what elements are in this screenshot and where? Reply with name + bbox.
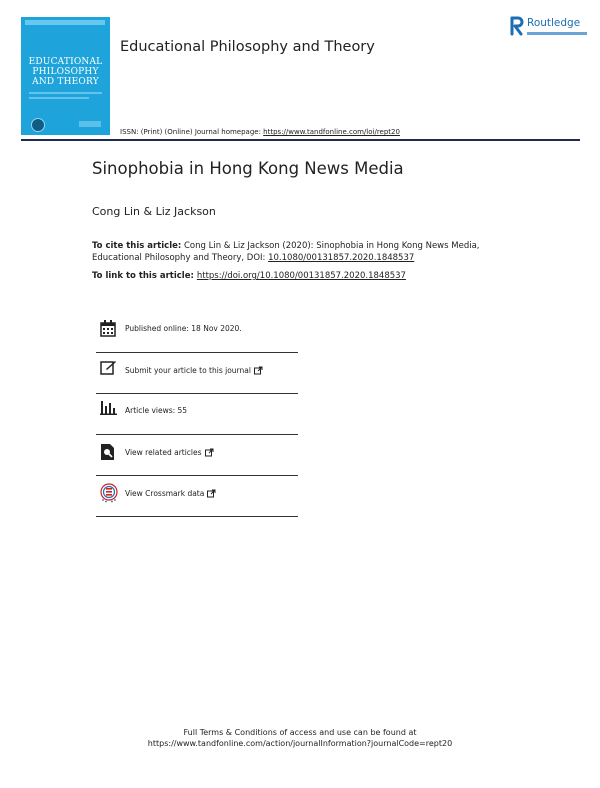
- issn-line: [120, 128, 400, 136]
- footer-terms-url[interactable]: https://www.tandfonline.com/action/journalInformation?journalCode=rept20: [147, 739, 453, 748]
- journal-title: Educational Philosophy and Theory: [120, 39, 375, 55]
- submit-article-row[interactable]: [96, 360, 298, 380]
- doi-link[interactable]: 10.1080/00131857.2020.1848537: [268, 253, 415, 263]
- journal-cover-image: [21, 17, 110, 135]
- article-views-count: Article views: 55: [125, 406, 188, 415]
- related-articles-link[interactable]: [125, 448, 214, 457]
- citation-block: [92, 240, 522, 264]
- issn-text: ISSN: (Print) (Online) Journal homepage:: [120, 128, 264, 136]
- cover-title: [21, 57, 110, 87]
- crossmark-label: View Crossmark data: [125, 489, 205, 498]
- routledge-logo: [510, 16, 590, 40]
- external-link-icon: [205, 448, 214, 457]
- footer-terms: [0, 727, 600, 749]
- external-link-icon: [207, 489, 216, 498]
- crossmark-icon: [100, 483, 118, 503]
- article-title: Sinophobia in Hong Kong News Media: [92, 159, 404, 178]
- document-search-icon: [100, 443, 116, 461]
- edit-document-icon: [100, 360, 117, 375]
- meta-divider: [96, 393, 298, 394]
- footer-terms-text: Full Terms & Conditions of access and use can be found at: [183, 728, 417, 737]
- related-articles-label: View related articles: [125, 448, 202, 457]
- crossmark-row[interactable]: [96, 483, 298, 505]
- cite-label: To cite this article:: [92, 241, 182, 251]
- header-rule: [21, 139, 580, 141]
- article-link-block: [92, 271, 406, 281]
- cover-decoration-line: [29, 92, 102, 94]
- related-articles-row[interactable]: [96, 443, 298, 463]
- routledge-r-icon: [510, 16, 524, 36]
- publisher-tagline-bar: [527, 32, 587, 35]
- link-label: To link to this article:: [92, 271, 197, 281]
- submit-article-label: Submit your article to this journal: [125, 366, 251, 375]
- meta-divider: [96, 352, 298, 353]
- bar-chart-icon: [100, 401, 117, 415]
- cover-decoration-line: [29, 97, 89, 99]
- journal-homepage-link[interactable]: https://www.tandfonline.com/loi/rept20: [263, 128, 400, 136]
- cover-header-strip: [25, 20, 105, 25]
- submit-article-link[interactable]: [125, 366, 263, 375]
- meta-divider: [96, 516, 298, 517]
- calendar-icon: [100, 320, 116, 337]
- cover-publisher-mark: [79, 121, 101, 127]
- article-views-row: [96, 401, 298, 421]
- cite-text: Cong Lin & Liz Jackson (2020): Sinophobia in Hong Kong News Media, Educational Philosophy and Theory, DOI:: [92, 241, 480, 263]
- cover-title-line: EDUCATIONAL: [28, 57, 103, 67]
- meta-divider: [96, 434, 298, 435]
- external-link-icon: [254, 366, 263, 375]
- meta-divider: [96, 475, 298, 476]
- cover-title-line: PHILOSOPHY: [32, 67, 99, 77]
- cover-seal-icon: [31, 118, 45, 132]
- article-doi-url[interactable]: https://doi.org/10.1080/00131857.2020.1848537: [196, 271, 406, 281]
- article-authors: Cong Lin & Liz Jackson: [92, 205, 216, 218]
- published-online-row: [96, 320, 298, 340]
- published-date: Published online: 18 Nov 2020.: [125, 324, 242, 333]
- crossmark-link[interactable]: [125, 489, 216, 498]
- publisher-logo-text: Routledge: [527, 17, 581, 29]
- cover-title-line: AND THEORY: [32, 77, 99, 87]
